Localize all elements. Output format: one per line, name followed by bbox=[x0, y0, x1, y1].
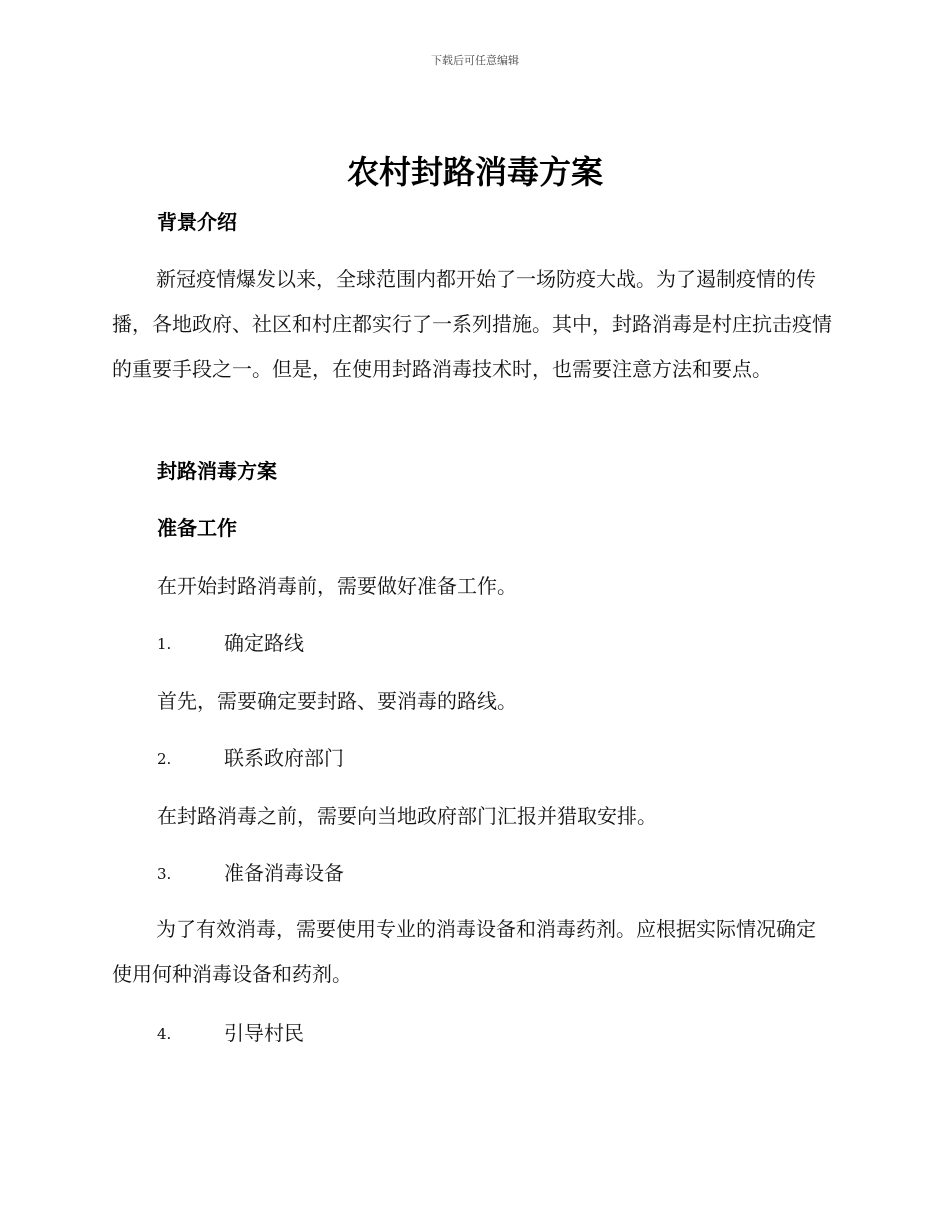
background-paragraph: 新冠疫情爆发以来，全球范围内都开始了一场防疫大战。为了遏制疫情的传播，各地政府、社区和村庄都实行了一系列措施。其中，封路消毒是村庄抗击疫情的重要手段之一。但是，在使用封路消毒技术时，也需要注意方法和要点。 bbox=[112, 267, 832, 381]
list-item bbox=[157, 1019, 657, 1047]
list-item-number: 1. bbox=[157, 635, 172, 653]
header-note: 下载后可任意编辑 bbox=[431, 54, 519, 67]
list-item-number: 3. bbox=[157, 865, 172, 883]
list-item bbox=[157, 859, 657, 887]
list-item-detail: 为了有效消毒，需要使用专业的消毒设备和消毒药剂。应根据实际情况确定使用何种消毒设备和药剂。 bbox=[112, 917, 816, 986]
prep-intro: 在开始封路消毒前，需要做好准备工作。 bbox=[157, 574, 517, 598]
list-item-number: 2. bbox=[157, 750, 172, 768]
list-item-detail: 在封路消毒之前，需要向当地政府部门汇报并猎取安排。 bbox=[157, 804, 657, 828]
list-item-label: 准备消毒设备 bbox=[224, 861, 344, 885]
list-item bbox=[157, 744, 657, 772]
list-item-label: 确定路线 bbox=[224, 631, 304, 655]
list-item-number: 4. bbox=[157, 1025, 172, 1043]
list-item bbox=[157, 629, 657, 657]
document-title: 农村封路消毒方案 bbox=[346, 153, 603, 191]
prep-heading: 准备工作 bbox=[157, 516, 237, 540]
plan-heading: 封路消毒方案 bbox=[157, 459, 277, 483]
list-item-detail: 首先，需要确定要封路、要消毒的路线。 bbox=[157, 689, 517, 713]
list-item-label: 引导村民 bbox=[224, 1021, 304, 1045]
list-item-label: 联系政府部门 bbox=[224, 746, 344, 770]
background-heading: 背景介绍 bbox=[157, 210, 237, 234]
